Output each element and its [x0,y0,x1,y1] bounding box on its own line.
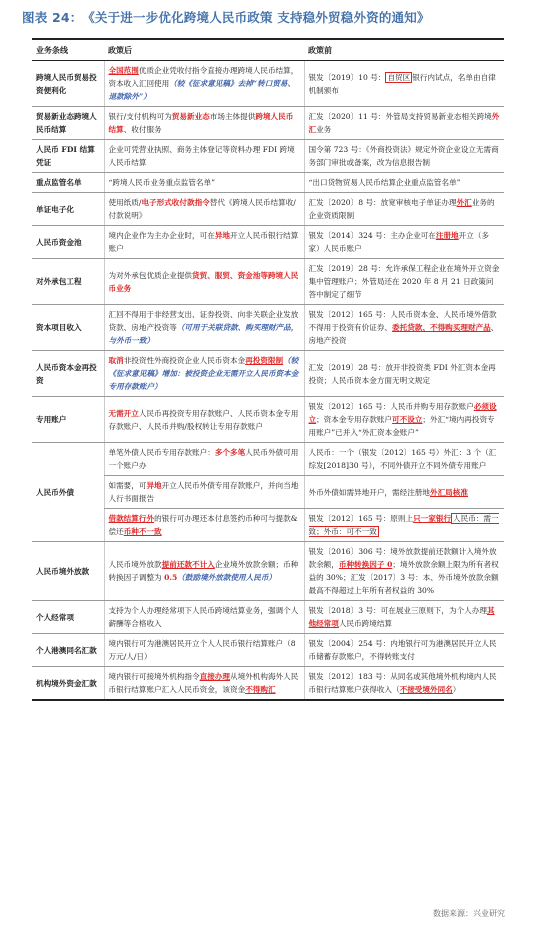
header-after: 政策后 [104,39,304,61]
table-row [32,140,504,173]
table-row [32,305,504,351]
text-run: 银行内试点，名单由自律机制颁布 [308,72,496,95]
text-run: （可用于关联贷款、购买理财产品，与外币一致） [108,323,299,345]
cell-before [304,542,504,601]
row-category: 个人港澳同名汇款 [32,634,104,667]
cell-after [104,193,304,226]
text-run: 外币外债如需异地开户，需经注册地 [308,487,430,497]
row-category: 单证电子化 [32,193,104,226]
figure-title: 《关于进一步优化跨境人民币政策 支持稳外贸稳外资的通知》 [88,10,430,25]
text-run: 业务 [316,125,332,134]
table-row [32,107,504,140]
text-run: 优质企业凭收付指令直接办理跨境人民币结算，资本收入汇回使用 [108,66,299,88]
text-run: 单笔外债人民币专用存款账户： [108,448,215,457]
text-run: 人民币境外放款 [108,560,162,569]
text-run: 外汇 [456,198,472,207]
text-run: 币种不一致 [123,527,162,536]
text-run: 银发〔2016〕306 号：境外放款提前还款额计入境外放款余额， [308,547,497,569]
text-run: 异地 [146,481,162,490]
text-run: “跨境人民币业务重点监管名单” [108,178,215,187]
cell-after [104,634,304,667]
text-run: 多个多笔 [214,448,246,457]
text-run: 为对外承包优质企业提供 [108,270,193,280]
table-body [32,61,504,701]
text-run: 电子形式收付款指令 [141,198,210,207]
cell-after [104,601,304,634]
table-row [32,259,504,305]
text-run: ；外汇“境内再投资专用账户”已并入“外汇资本金账户” [308,415,495,437]
text-run: 银发〔2012〕183 号：从同名或其他境外机构境内人民币银行结算账户获得收入（ [308,672,497,694]
row-category: 跨境人民币贸易投资便利化 [32,61,104,107]
cell-before [304,397,504,443]
text-run: ；资本金专用存款账户 [316,415,393,424]
row-category: 贸易新业态跨境人民币结算 [32,107,104,140]
cell-after [104,351,304,397]
text-run: （较《征求意见稿》增加：被投资企业无需开立人民币资本金专用存款账户） [108,356,299,391]
text-run: 开立人民币外债专用存款账户，并向当地人行书面报告 [108,481,299,503]
cell-before [304,173,504,193]
text-run: 从境外机构海外人民币银行结算账户汇入人民币资金，该资金 [108,672,299,694]
text-run: 外汇 [308,112,500,134]
text-run: 必须设立 [308,402,497,424]
table-row [32,601,504,634]
text-run: 人民币外债可用一个账户办 [108,448,299,470]
text-run: 银发〔2004〕254 号：内地银行可为港澳居民开立人民币储蓄存款账户，不得转账支付 [308,639,497,661]
cell-before [304,305,504,351]
text-run: 、收付服务 [123,125,162,134]
text-run: 银发〔2014〕324 号：主办企业可在 [308,231,436,240]
text-run: 不接受境外同名 [399,685,453,694]
text-run: ；境外放款余额上限为所有者权益的 30%；汇发〔2017〕3 号：本、外币境外放款余额最高不得超过上年所有者权益的 30% [308,560,499,595]
cell-before [304,601,504,634]
table-row [32,667,504,701]
table-header-row [32,39,504,61]
text-run: 企业境外放款余额；币种转换因子调整为 [108,560,299,582]
table-row [32,542,504,601]
text-run: 业务的企业资质限制 [308,198,495,220]
row-category: 人民币外债 [32,443,104,542]
table-row [32,173,504,193]
text-run: （鼓励境外放款使用人民币） [177,573,277,582]
cell-before [304,259,504,305]
cell-before [304,509,504,542]
header-before: 政策前 [304,39,504,61]
text-run: 银发〔2018〕3 号：可在展业三原则下，为个人办理 [308,606,487,615]
cell-before [304,476,504,509]
cell-before [304,140,504,173]
text-run: 、房地产投资 [308,323,499,345]
text-run: 银发〔2012〕165 号：人民币资本金、人民币境外借款不得用于投资有价证券、 [308,310,497,332]
cell-before [304,226,504,259]
cell-after [104,259,304,305]
text-run: 异地 [214,231,230,240]
row-category: 机构境外资金汇款 [32,667,104,701]
row-category: 资本项目收入 [32,305,104,351]
text-run: 再投资限制 [245,356,284,365]
text-run: 国令第 723 号：《外商投资法》规定外资企业设立无需商务部门审批或备案，改为信息报告制 [308,145,499,167]
text-run: 境内企业作为主办企业时，可在 [108,231,215,240]
cell-after [104,542,304,601]
table-row [32,351,504,397]
row-category: 个人经常项 [32,601,104,634]
text-run: 直接办理 [199,672,230,681]
table-row [32,193,504,226]
text-run: ） [452,685,461,694]
cell-before [304,61,504,107]
figure-label: 图表 24： [22,10,83,25]
text-run: 跨境人民币结算 [108,112,294,134]
cell-after [104,173,304,193]
cell-before [304,351,504,397]
text-run: 境内银行可为港澳居民开立个人人民币银行结算账户（8 万元/人/日） [108,639,296,661]
text-run: 借款结算行外 [108,514,155,523]
table-row [32,226,504,259]
cell-after [104,509,304,542]
cell-after [104,305,304,351]
cell-after [104,140,304,173]
text-run: 银发〔2012〕165 号：人民币并购专用存款账户 [308,402,474,411]
cell-before [304,193,504,226]
cell-after [104,61,304,107]
text-run: 提前还款不计入 [161,560,215,569]
text-run: 贸易新业态 [171,112,210,121]
text-run: 银行/支付机构可为 [108,112,172,121]
text-run: 委托贷款、不得购买理财产品 [392,323,491,332]
text-run: 汇发〔2019〕28 号：允许承保工程企业在境外开立资金集中管理账户；外管局还在 2020 年 8 月 21 日政策问答中制定了细节 [308,264,500,299]
row-category: 人民币境外放款 [32,542,104,601]
text-run: 0.5 [164,573,178,582]
page-title [22,8,522,26]
table-row [32,634,504,667]
text-run: 的银行可办理还本付息签约币种可与提款&偿还 [108,514,298,536]
text-run: 汇回不得用于非经营支出、证券投资、向非关联企业发放贷款、房地产投资等 [108,310,299,332]
text-run: 使用纸质/ [108,198,142,207]
row-category: 重点监管名单 [32,173,104,193]
text-run: 只一家银行 [413,514,452,523]
text-run: 不得购汇 [245,685,276,694]
cell-after [104,397,304,443]
text-run: 全国范围 [108,66,139,75]
text-run: 自贸区 [387,72,411,82]
row-category: 专用账户 [32,397,104,443]
text-run: 支持为个人办理经常项下人民币跨境结算业务，强调个人薪酬等合格收入 [108,606,299,628]
cell-after [104,443,304,476]
row-category: 对外承包工程 [32,259,104,305]
cell-after [104,476,304,509]
text-run: 人民币：一个（银发〔2012〕165 号）外汇：3 个（汇综发[2018]30 号），不同外债开立不同外债专用账户 [308,448,497,470]
text-run: 市场主体提供 [209,112,256,121]
text-run: 其他经常项 [308,606,495,628]
cell-before [304,107,504,140]
text-run: 开立人民币银行结算账户 [108,231,299,253]
row-category: 人民币 FDI 结算凭证 [32,140,104,173]
text-run: 外汇局核准 [430,487,468,497]
text-run: 汇发〔2019〕28 号：放开非投资类 FDI 外汇资本金再投资；人民币资本金方面无明文规定 [308,362,496,385]
cell-before [304,443,504,476]
row-category: 人民币资本金再投资 [32,351,104,397]
header-category: 业务条线 [32,39,104,61]
text-run: 人民币再投资专用存款账户、人民币资本金专用存款账户、人民币并购/股权转让专用存款账户 [108,408,299,431]
text-run: 取消 [108,356,124,365]
cell-after [104,107,304,140]
text-run: 替代《跨境人民币结算收/付款说明》 [108,198,296,220]
text-run: 货贸、服贸、资金池等跨境人民币业务 [108,270,299,293]
text-run: 企业可凭营业执照、商务主体登记等资料办理 FDI 跨境人民币结算 [108,145,295,167]
text-run: 无需开立 [108,408,139,418]
text-run: 注册地 [435,231,459,240]
text-run: 汇发〔2020〕8 号：放宽审核电子单证办理 [308,198,457,207]
text-run: 可不设立 [392,415,423,424]
text-run: 汇发〔2020〕11 号：外管局支持贸易新业态相关跨境 [308,112,492,121]
text-run: 非投资性外商投资企业人民币资本金 [123,356,246,365]
text-run: “出口货物贸易人民币结算企业重点监管名单” [308,178,461,187]
text-run: 人民币跨境结算 [338,619,393,628]
row-category: 人民币资金池 [32,226,104,259]
text-run: 银发〔2019〕10 号： [308,72,386,82]
policy-table [32,38,504,701]
data-source: 数据来源：兴业研究 [433,909,505,918]
cell-after [104,226,304,259]
cell-before [304,634,504,667]
text-run: 如需要，可 [108,481,147,490]
cell-after [104,667,304,701]
cell-before [304,667,504,701]
text-run: 境内银行可接境外机构指令 [108,672,200,681]
text-run: 银发〔2012〕165 号：原则上 [308,514,414,523]
text-run: 人民币：需一致；外币：可不一致 [308,514,499,536]
text-run: 开立（多家）人民币账户 [308,231,490,253]
text-run: 币种转换因子 0 [338,560,393,569]
text-run: （较《征求意见稿》去掉“转口贸易、退款除外”） [108,79,296,101]
table-row [32,443,504,476]
table-row [32,397,504,443]
table-row [32,61,504,107]
